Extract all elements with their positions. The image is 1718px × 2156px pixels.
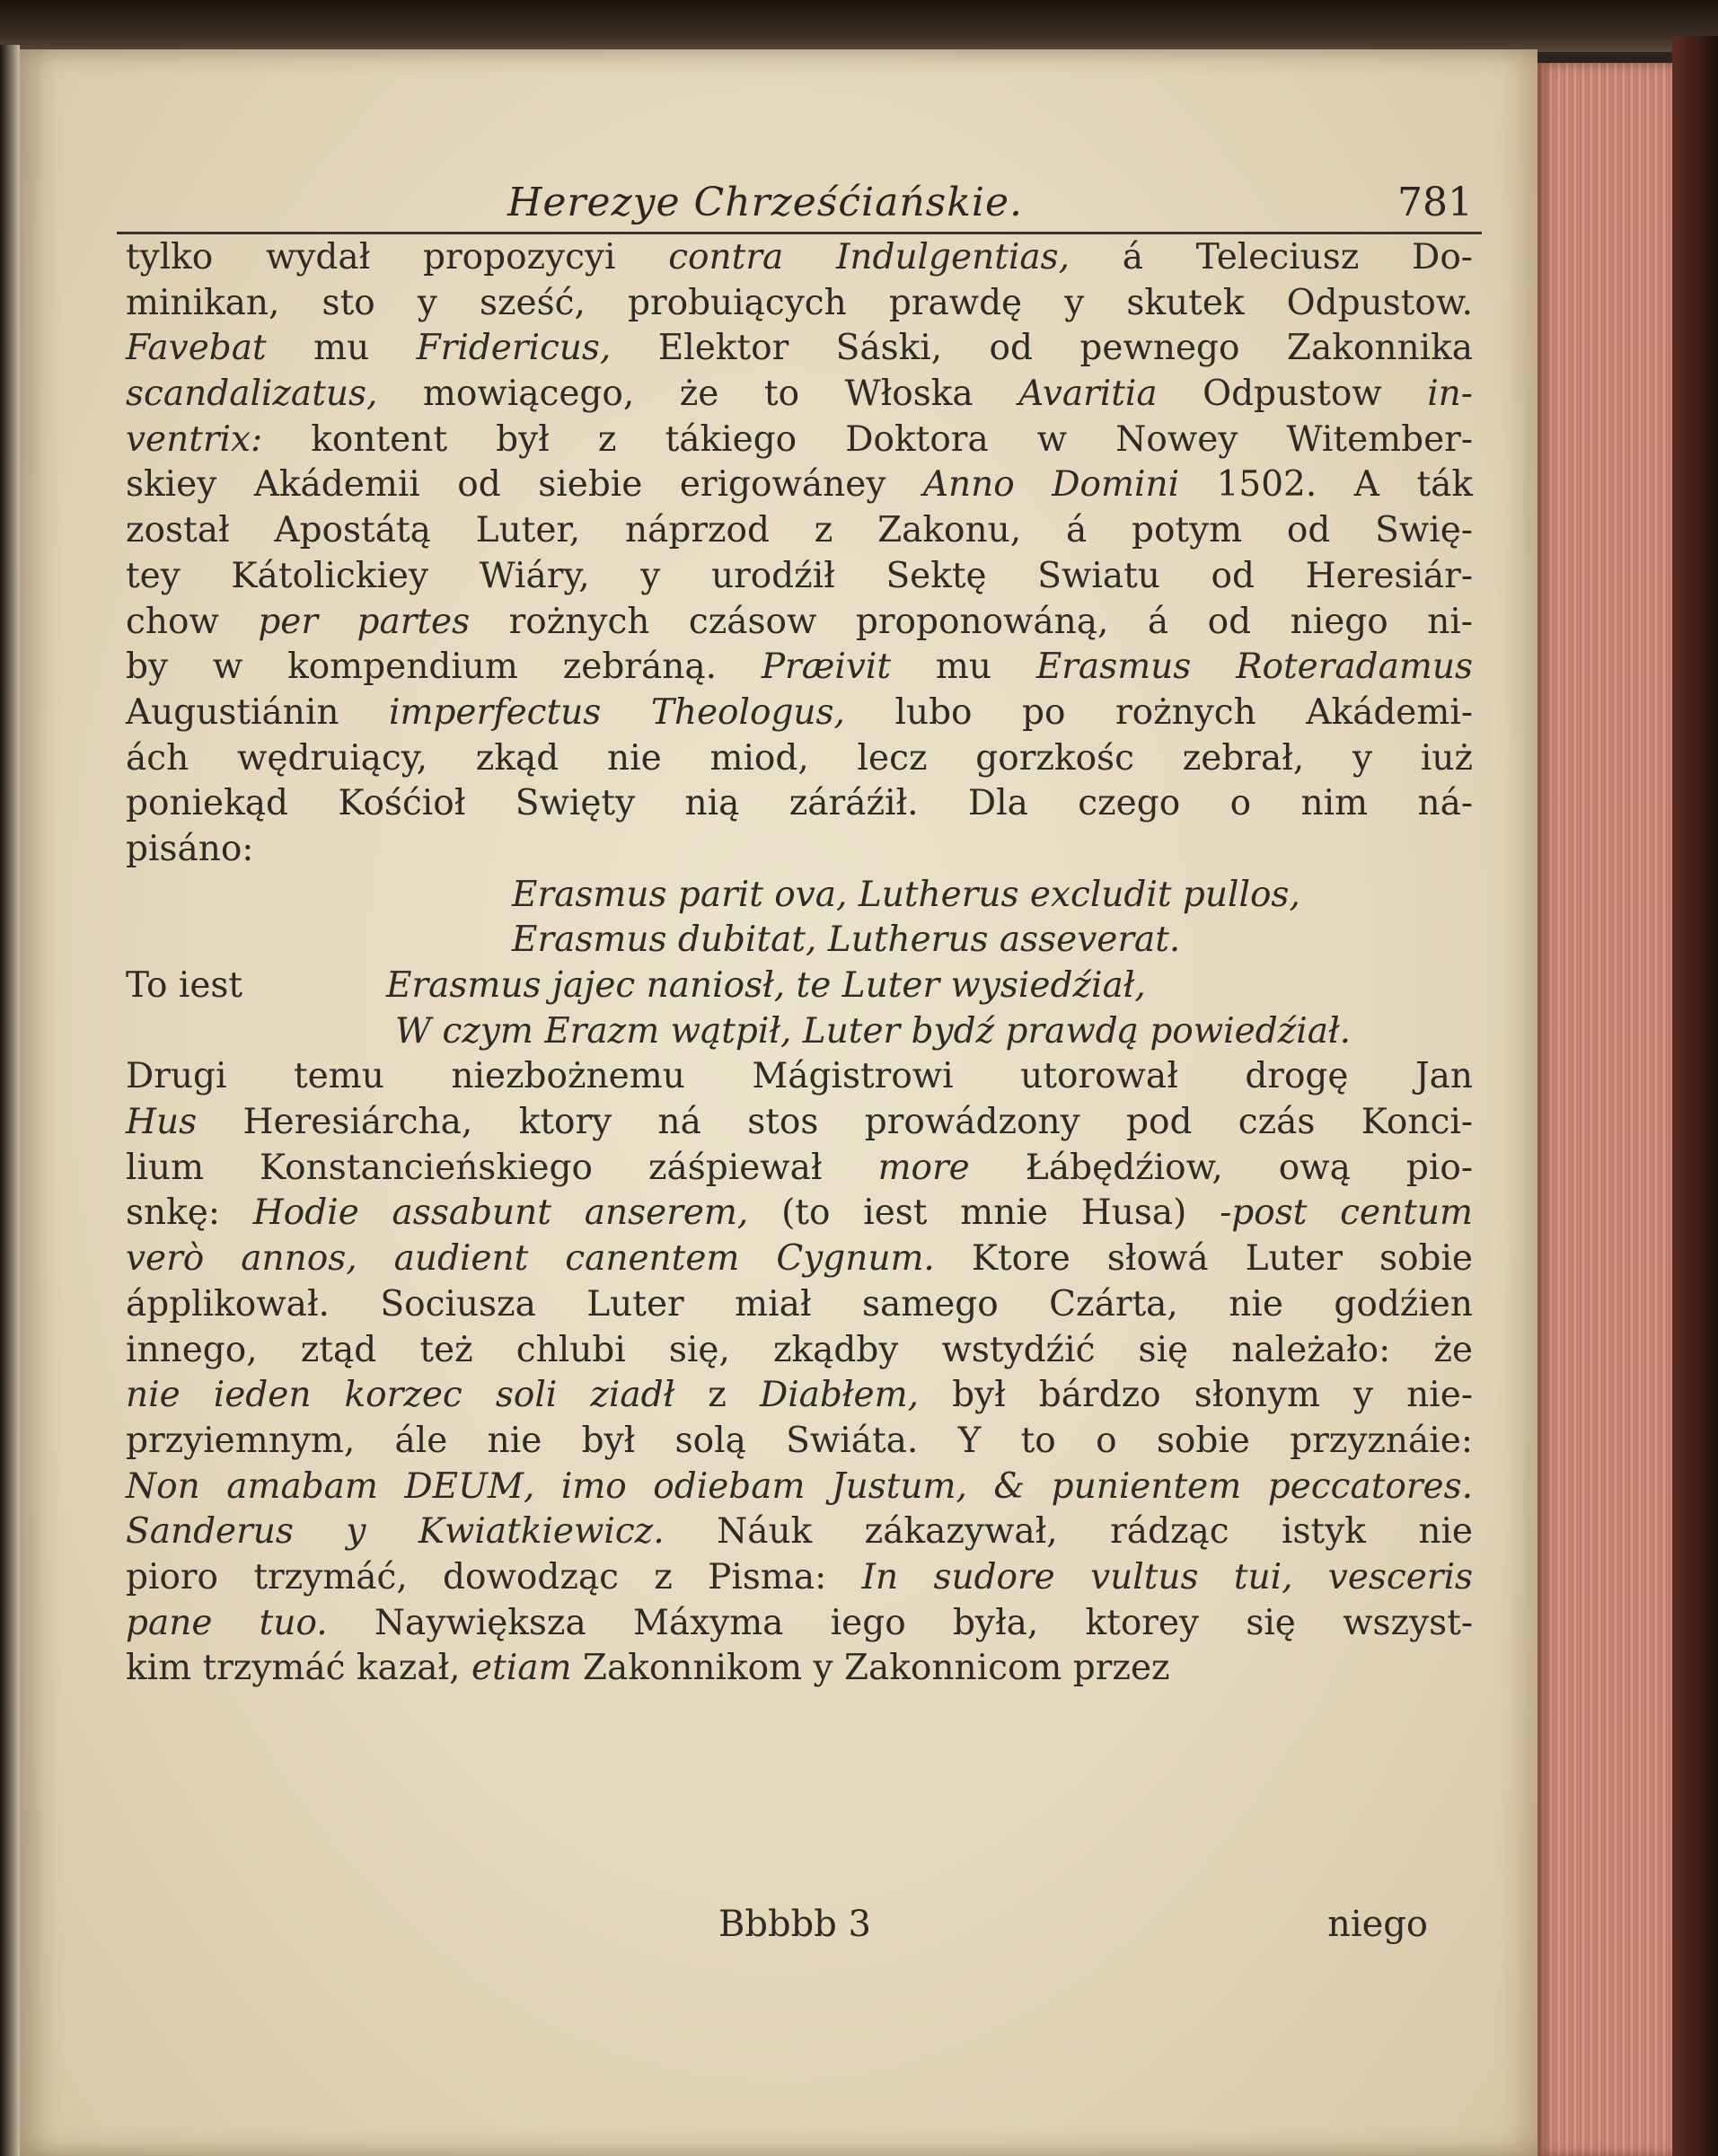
body-text bbox=[126, 235, 1473, 1692]
text-line bbox=[126, 1509, 1473, 1555]
italic-run: Hodie assabunt anserem, bbox=[252, 1192, 749, 1234]
text-run: (to iest mnie Husa) bbox=[748, 1192, 1220, 1234]
italic-run: Avaritia bbox=[1018, 374, 1158, 415]
text-run: był bárdzo słonym y nie- bbox=[919, 1375, 1474, 1416]
italic-run: nie ieden korzec soli ziadł bbox=[126, 1375, 675, 1416]
italic-run: more bbox=[877, 1147, 970, 1188]
text-line bbox=[126, 1465, 1473, 1510]
italic-run: In sudore vultus tui, vesceris bbox=[861, 1556, 1473, 1597]
text-line bbox=[126, 418, 1473, 463]
running-head-title: Herezye Chrześćiańskie. bbox=[507, 180, 1024, 225]
italic-run: Sanderus y Kwiatkiewicz. bbox=[126, 1511, 665, 1553]
text-run: tey Kátolickiey Wiáry, y urodźił Sektę Swiatu od Heresiár- bbox=[126, 555, 1473, 596]
text-line bbox=[126, 1555, 1473, 1601]
paragraph-2 bbox=[126, 1054, 1473, 1692]
text-line bbox=[126, 508, 1473, 554]
text-run: Łábędźiow, ową pio- bbox=[969, 1147, 1473, 1188]
italic-run: verò annos, audient canentem Cygnum. bbox=[126, 1238, 935, 1280]
book-top-edge bbox=[0, 0, 1718, 52]
italic-run: contra Indulgentias, bbox=[668, 237, 1070, 277]
page-footer bbox=[117, 1904, 1482, 1958]
text-run: pisáno: bbox=[126, 828, 254, 869]
text-run: przyiemnym, ále nie był solą Swiáta. Y to o sobie przyznáie: bbox=[126, 1420, 1473, 1461]
text-run: chow bbox=[126, 601, 259, 642]
text-line bbox=[126, 1100, 1473, 1146]
text-run: innego, ztąd też chlubi się, zkądby wstydźić się należało: że bbox=[126, 1329, 1473, 1370]
text-line bbox=[126, 1146, 1473, 1192]
verse-line-1: Erasmus parit ova, Lutherus excludit pullos, bbox=[512, 874, 1300, 915]
italic-run: per partes bbox=[258, 601, 471, 642]
text-run: Odpustow bbox=[1157, 374, 1428, 415]
text-run: został Apostátą Luter, náprzod z Zakonu, á potym od Swię- bbox=[126, 510, 1473, 551]
text-run: Augustiánin bbox=[126, 691, 389, 733]
text-line bbox=[126, 326, 1473, 372]
text-line bbox=[126, 1054, 1473, 1100]
text-run: snkę: bbox=[126, 1192, 253, 1234]
to-iest-label: To iest bbox=[126, 965, 243, 1006]
italic-run: Hus bbox=[126, 1102, 198, 1143]
text-line bbox=[126, 372, 1473, 418]
text-run: tylko wydał propozycyi bbox=[126, 237, 669, 277]
text-run: kim trzymáć kazał, bbox=[126, 1648, 471, 1689]
red-page-edges bbox=[1537, 63, 1672, 2156]
text-run: minikan, sto y sześć, probuiących prawdę y skutek Odpustow. bbox=[126, 282, 1473, 323]
italic-run: -post centum bbox=[1220, 1192, 1473, 1234]
text-line bbox=[126, 1646, 1473, 1692]
text-run: skiey Akádemii od siebie erigowáney bbox=[126, 464, 923, 506]
italic-run: Non amabam DEUM, imo odiebam Justum, & punientem peccatores. bbox=[126, 1465, 1473, 1507]
catchword: niego bbox=[1327, 1904, 1428, 1945]
gutter-shadow bbox=[0, 45, 20, 2156]
text-run: kontent był z tákiego Doktora w Nowey Witember- bbox=[262, 418, 1473, 460]
text-line bbox=[126, 1236, 1473, 1282]
text-line bbox=[126, 691, 1473, 736]
text-run: lium Konstancieńskiego záśpiewał bbox=[126, 1147, 878, 1188]
text-run: Naywiększa Máxyma iego była, ktorey się wszyst- bbox=[327, 1602, 1473, 1643]
text-line bbox=[126, 736, 1473, 782]
text-run: 1502. A ták bbox=[1179, 464, 1473, 506]
text-run: mu bbox=[891, 647, 1036, 688]
verse-line-4: W czym Erazm wątpił, Luter bydź prawdą powiedźiał. bbox=[395, 1010, 1351, 1052]
paragraph-1 bbox=[126, 235, 1473, 873]
italic-run: in- bbox=[1427, 374, 1473, 415]
italic-run: ventrix: bbox=[126, 418, 263, 460]
text-line bbox=[126, 1601, 1473, 1647]
text-run: poniekąd Kośćioł Swięty nią záráźił. Dla czego o nim ná- bbox=[126, 783, 1473, 824]
text-run: Drugi temu niezbożnemu Mágistrowi utorował drogę Jan bbox=[126, 1056, 1473, 1097]
text-run: mu bbox=[266, 328, 417, 369]
text-line bbox=[126, 600, 1473, 646]
text-run: lubo po rożnych Akádemi- bbox=[844, 691, 1474, 733]
text-run: á Teleciusz Do- bbox=[1070, 237, 1473, 277]
book-cover bbox=[1672, 36, 1718, 2156]
text-run: Elektor Sáski, od pewnego Zakonnika bbox=[611, 328, 1473, 369]
text-run: Heresiárcha, ktory ná stos prowádzony pod czás Konci- bbox=[197, 1102, 1473, 1143]
text-run: z bbox=[674, 1375, 760, 1416]
verse-line-3 bbox=[126, 964, 1473, 1009]
text-line bbox=[126, 827, 1473, 873]
text-line bbox=[126, 462, 1473, 508]
text-line bbox=[126, 281, 1473, 327]
page-number: 781 bbox=[1397, 180, 1473, 225]
header-rule bbox=[117, 232, 1482, 234]
text-line bbox=[126, 1328, 1473, 1374]
text-run: ách wędruiący, zkąd nie miod, lecz gorzkośc zebrał, y iuż bbox=[126, 737, 1473, 779]
text-line bbox=[126, 1419, 1473, 1465]
verse-line-2: Erasmus dubitat, Lutherus asseverat. bbox=[512, 920, 1181, 961]
italic-run: Erasmus Roteradamus bbox=[1035, 647, 1473, 688]
text-run: Náuk zákazywał, rádząc istyk nie bbox=[664, 1511, 1474, 1553]
text-run: rożnych czásow proponowáną, á od niego ni- bbox=[470, 601, 1473, 642]
text-line bbox=[126, 1191, 1473, 1236]
italic-run: Fridericus, bbox=[416, 328, 612, 369]
italic-run: imperfectus Theologus, bbox=[389, 691, 845, 733]
text-line bbox=[126, 645, 1473, 691]
text-run: Ktore słowá Luter sobie bbox=[934, 1238, 1473, 1280]
italic-run: etiam bbox=[471, 1648, 572, 1689]
italic-run: Diabłem, bbox=[759, 1375, 919, 1416]
italic-run: Anno Domini bbox=[922, 464, 1180, 506]
italic-run: pane tuo. bbox=[126, 1602, 328, 1643]
verse-line-3-text: Erasmus jajec naniosł, te Luter wysiedźiał, bbox=[386, 965, 1146, 1006]
text-line bbox=[126, 781, 1473, 827]
italic-run: Favebat bbox=[126, 328, 267, 369]
text-run: pioro trzymáć, dowodząc z Pisma: bbox=[126, 1556, 862, 1597]
italic-run: scandalizatus, bbox=[126, 374, 378, 415]
italic-run: Præivit bbox=[761, 647, 892, 688]
text-run: Zakonnikom y Zakonnicom przez bbox=[571, 1648, 1170, 1689]
text-run: mowiącego, że to Włoska bbox=[377, 374, 1019, 415]
signature-mark: Bbbbb 3 bbox=[718, 1904, 871, 1945]
running-head bbox=[117, 180, 1482, 233]
text-line bbox=[126, 235, 1473, 281]
text-line bbox=[126, 554, 1473, 600]
text-run: ápplikował. Sociusza Luter miał samego Czárta, nie godźien bbox=[126, 1283, 1473, 1324]
text-run: by w kompendium zebráną. bbox=[126, 647, 762, 688]
text-line bbox=[126, 1282, 1473, 1328]
text-line bbox=[126, 1373, 1473, 1419]
